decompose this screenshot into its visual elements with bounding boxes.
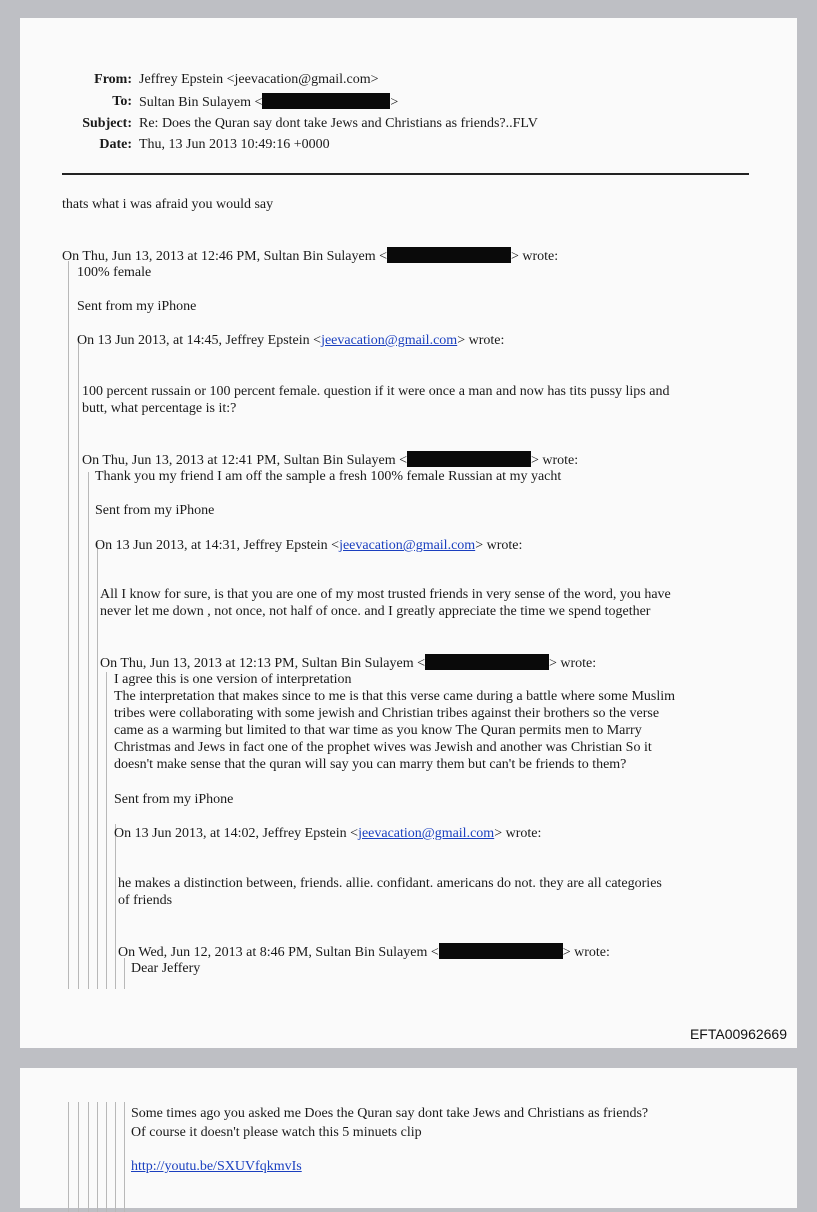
quote-bar: [88, 1102, 89, 1212]
quote-text: Of course it doesn't please watch this 5 minuets clip: [131, 1125, 422, 1140]
quote-text: of friends: [118, 893, 173, 908]
redaction-bar: [262, 93, 390, 109]
quote-text: came as a warming but limited to that war time as you know The Quran permits men to Marry: [114, 723, 642, 738]
email-link[interactable]: jeevacation@gmail.com: [358, 826, 495, 841]
quote-text: The interpretation that makes since to me is that this verse came during a battle where some Muslim: [114, 689, 676, 704]
header-divider: [62, 173, 749, 175]
quote-bar: [106, 1102, 107, 1212]
quote-text: Thank you my friend I am off the sample a fresh 100% female Russian at my yacht: [95, 469, 562, 484]
video-link-line: [131, 1158, 302, 1175]
quote-bar: [68, 261, 69, 989]
quote-text: doesn't make sense that the quran will say you can marry them but can't be friends to them?: [114, 757, 627, 772]
redaction-bar: [387, 247, 511, 263]
subject-value: Re: Does the Quran say dont take Jews and Christians as friends?..FLV: [139, 116, 538, 131]
from-label: From:: [94, 72, 132, 87]
quote-text: Christmas and Jews in fact one of the prophet wives was Jewish and another was Christian So it: [114, 740, 652, 755]
quote-bar: [106, 672, 107, 989]
quote-text: I agree this is one version of interpretation: [114, 672, 352, 687]
quote-bar: [68, 1102, 69, 1212]
quote-attribution: On Thu, Jun 13, 2013 at 12:46 PM, Sultan Bin Sulayem < > wrote:: [62, 249, 559, 264]
quote-text: Sent from my iPhone: [114, 792, 234, 807]
email-link[interactable]: jeevacation@gmail.com: [321, 333, 458, 348]
subject-label: Subject:: [82, 116, 132, 131]
quote-bar: [115, 824, 116, 989]
redaction-bar: [425, 654, 549, 670]
quote-attribution: On Wed, Jun 12, 2013 at 8:46 PM, Sultan Bin Sulayem < > wrote:: [118, 945, 610, 960]
quote-text: Sent from my iPhone: [77, 299, 197, 314]
quote-text: All I know for sure, is that you are one of my most trusted friends in very sense of the word, you have: [100, 587, 671, 602]
to-label: To:: [112, 94, 132, 109]
quote-bar: [115, 1102, 116, 1212]
quote-bar: [124, 958, 125, 989]
quote-bar: [78, 1102, 79, 1212]
quote-bar: [97, 1102, 98, 1212]
redaction-bar: [407, 451, 531, 467]
quote-text: 100 percent russain or 100 percent female. question if it were once a man and now has tits pussy lips and: [82, 384, 670, 399]
quote-text: he makes a distinction between, friends. allie. confidant. americans do not. they are all categories: [118, 876, 662, 891]
quote-text: 100% female: [77, 265, 152, 280]
quote-attribution: On 13 Jun 2013, at 14:31, Jeffrey Epstein <jeevacation@gmail.com> wrote:: [95, 538, 523, 553]
to-value: Sultan Bin Sulayem < >: [139, 95, 399, 110]
date-value: Thu, 13 Jun 2013 10:49:16 +0000: [139, 137, 330, 152]
quote-attribution: On 13 Jun 2013, at 14:45, Jeffrey Epstein <jeevacation@gmail.com> wrote:: [77, 333, 505, 348]
quote-attribution: On Thu, Jun 13, 2013 at 12:13 PM, Sultan Bin Sulayem < > wrote:: [100, 656, 597, 671]
from-value: Jeffrey Epstein <jeevacation@gmail.com>: [139, 72, 379, 87]
email-link[interactable]: jeevacation@gmail.com: [339, 538, 476, 553]
quote-bar: [124, 1102, 125, 1212]
quote-attribution: On 13 Jun 2013, at 14:02, Jeffrey Epstein <jeevacation@gmail.com> wrote:: [114, 826, 542, 841]
quote-text: Dear Jeffery: [131, 961, 201, 976]
document-page-1: [20, 18, 797, 1048]
quote-attribution: On Thu, Jun 13, 2013 at 12:41 PM, Sultan Bin Sulayem < > wrote:: [82, 453, 579, 468]
document-page-2: [20, 1068, 797, 1208]
date-label: Date:: [99, 137, 132, 152]
quote-text: Some times ago you asked me Does the Quran say dont take Jews and Christians as friends?: [131, 1106, 649, 1121]
quote-bar: [88, 472, 89, 989]
redaction-bar: [439, 943, 563, 959]
quote-text: Sent from my iPhone: [95, 503, 215, 518]
document-id: EFTA00962669: [689, 1026, 787, 1042]
quote-text: tribes were collaborating with some jewish and Christian tribes against their brothers so the verse: [114, 706, 660, 721]
quote-bar: [97, 543, 98, 989]
quote-text: never let me down , not once, not half of once. and I greatly appreciate the time we spend together: [100, 604, 651, 619]
quote-bar: [78, 336, 79, 989]
reply-body: thats what i was afraid you would say: [62, 197, 274, 212]
video-link[interactable]: http://youtu.be/SXUVfqkmvIs: [131, 1159, 302, 1174]
quote-text: butt, what percentage is it:?: [82, 401, 237, 416]
